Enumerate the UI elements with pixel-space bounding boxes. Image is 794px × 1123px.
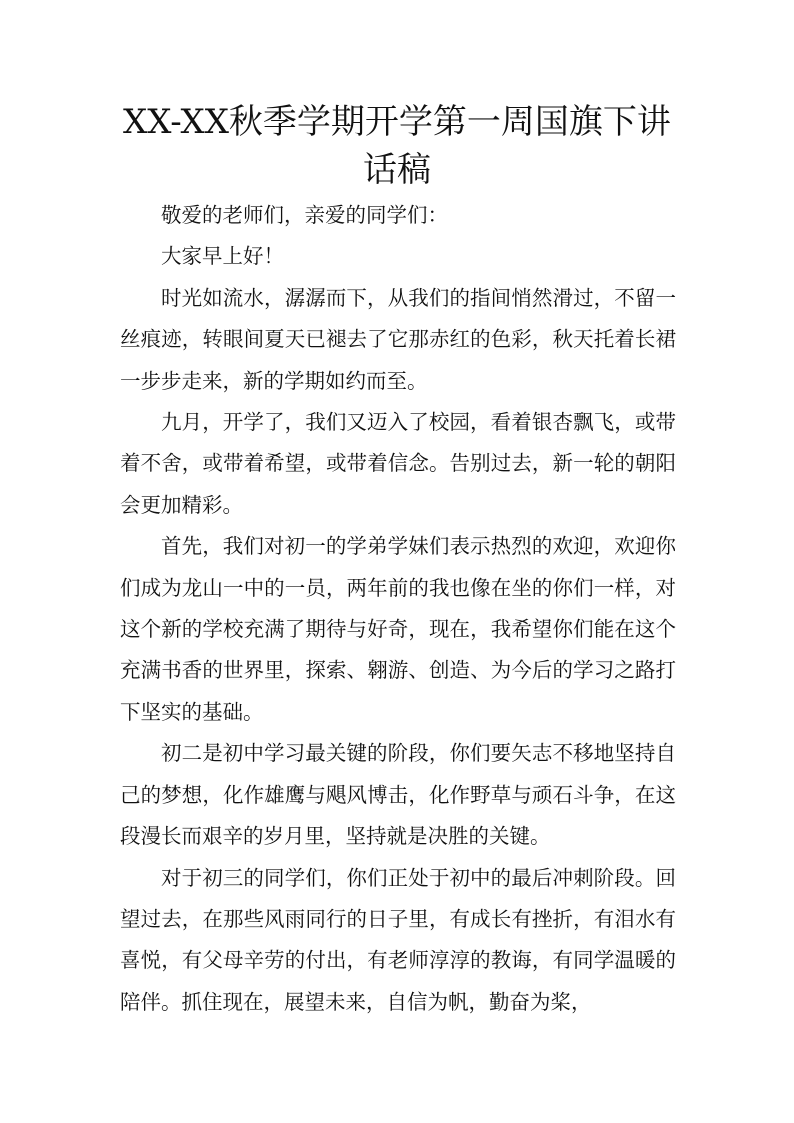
body-paragraph: 对于初三的同学们，你们正处于初中的最后冲刺阶段。回望过去，在那些风雨同行的日子里，有成长有挫折，有泪水有喜悦，有父母辛劳的付出，有老师淳淳的教诲，有同学温暖的陪伴。抓住现在，展望未来，自信为帆，勤奋为桨，: [120, 865, 676, 1014]
salutation-paragraph: 敬爱的老师们，亲爱的同学们：: [161, 203, 448, 227]
greeting-paragraph: 大家早上好！: [161, 244, 284, 269]
body-paragraph: 九月，开学了，我们又迈入了校园，看着银杏飘飞，或带着不舍，或带着希望，或带着信念。告别过去，新一轮的朝阳会更加精彩。: [120, 410, 676, 517]
document-title: XX-XX秋季学期开学第一周国旗下讲话稿: [123, 102, 671, 190]
body-paragraph: 首先，我们对初一的学弟学妹们表示热烈的欢迎，欢迎你们成为龙山一中的一员，两年前的我也像在坐的你们一样，对这个新的学校充满了期待与好奇，现在，我希望你们能在这个充满书香的世界里，探索、翱游、创造、为今后的学习之路打下坚实的基础。: [120, 534, 676, 724]
body-paragraph: 时光如流水，潺潺而下，从我们的指间悄然滑过，不留一丝痕迹，转眼间夏天已褪去了它那赤红的色彩，秋天托着长裙一步步走来，新的学期如约而至。: [120, 285, 676, 393]
document-body: [120, 195, 676, 1023]
body-paragraph: 初二是初中学习最关键的阶段，你们要矢志不移地坚持自己的梦想，化作雄鹰与飓风博击，化作野草与顽石斗争，在这段漫长而艰辛的岁月里，坚持就是决胜的关键。: [120, 741, 676, 849]
